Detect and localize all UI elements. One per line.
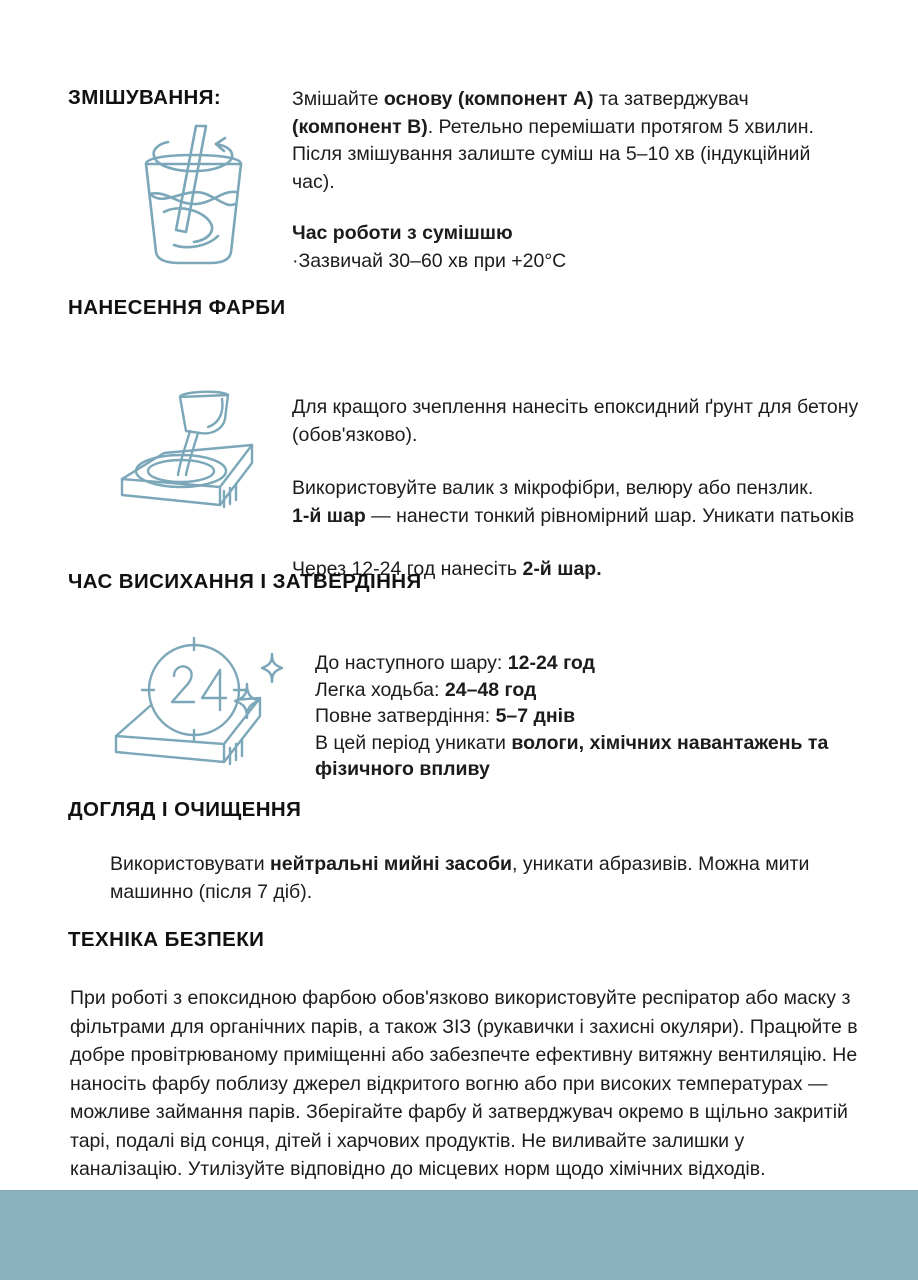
drying-line-next-coat bbox=[315, 650, 860, 677]
drying-line2-value: 24–48 год bbox=[444, 678, 537, 701]
safety-paragraph: При роботі з епоксидною фарбою обов'язково використовуйте респіратор або маску з фільтрами для органічних парів, а також ЗІЗ (рукавички і захисні окуляри). Працюйте в добре провітрюваному приміщенні або забезпечте ефективну витяжну вентиляцію. Не наносіть фарбу поблизу джерел відкритого вогню або при високих температурах — можливе займання парів. Зберігайте фарбу й затверджувач окремо в щільно закритій тарі, подалі від сонця, дітей і харчових продуктів. Не виливайте залишки у каналізацію. Утилізуйте відповідно до місцевих норм щодо хімічних відходів. bbox=[70, 987, 858, 1180]
mixing-body-text bbox=[292, 86, 852, 275]
drying-body-text bbox=[315, 650, 860, 783]
application-p2-bold1: 1-й шар bbox=[292, 504, 366, 527]
clock-24-sparkle-slab-icon bbox=[102, 632, 297, 777]
drying-line3-value: 5–7 днів bbox=[495, 705, 576, 727]
mixing-p1-bold2: (компонент B) bbox=[292, 115, 428, 138]
drying-line1-label: До наступного шару: bbox=[315, 652, 508, 674]
section-heading-safety: ТЕХНІКА БЕЗПЕКИ bbox=[68, 928, 265, 951]
drying-line4-value: вологи, хімічних навантажень та фізичного впливу bbox=[315, 731, 829, 780]
mixing-paragraph-1 bbox=[292, 86, 852, 196]
drying-line-avoid bbox=[315, 730, 860, 783]
mixing-bullet: ·Зазвичай 30–60 хв при +20°C bbox=[292, 249, 567, 272]
application-p2-line1: Використовуйте валик з мікрофібри, велюру або пензлик. bbox=[292, 477, 814, 499]
mixing-pot-life bbox=[292, 220, 852, 275]
mixing-subheading: Час роботи з сумішшю bbox=[292, 222, 513, 244]
care-part2: , уникати абразивів. Можна мити машинно (після 7 діб). bbox=[110, 853, 810, 903]
drying-line1-value: 12-24 год bbox=[507, 652, 595, 674]
drying-line2-label: Легка ходьба: bbox=[315, 678, 445, 701]
drying-line3-label: Повне затвердіння: bbox=[315, 705, 496, 727]
application-p3-part1: Через 12-24 год нанесіть bbox=[292, 558, 523, 580]
section-heading-care: ДОГЛЯД І ОЧИЩЕННЯ bbox=[68, 798, 302, 821]
glass-with-stirrer-icon bbox=[128, 112, 278, 267]
application-p3-bold1: 2-й шар. bbox=[522, 558, 602, 580]
drying-line4-label: В цей період уникати bbox=[315, 731, 512, 754]
mixing-p1-part2: та затверджувач bbox=[593, 88, 749, 110]
drying-line-full-cure bbox=[315, 703, 860, 730]
application-body-text bbox=[292, 394, 862, 584]
care-bold1: нейтральні мийні засоби bbox=[270, 853, 513, 875]
mixing-p1-bold1: основу (компонент A) bbox=[383, 88, 594, 110]
footer-accent-bar bbox=[0, 1190, 918, 1280]
pouring-cup-on-slab-icon bbox=[112, 383, 272, 523]
drying-line-light-walking bbox=[315, 677, 860, 704]
application-p2-line2: — нанести тонкий рівномірний шар. Уникати патьоків bbox=[365, 504, 855, 527]
section-heading-drying: ЧАС ВИСИХАННЯ І ЗАТВЕРДІННЯ bbox=[68, 570, 422, 593]
application-paragraph-2 bbox=[292, 475, 862, 530]
section-heading-application: НАНЕСЕННЯ ФАРБИ bbox=[68, 296, 286, 319]
care-part1: Використовувати bbox=[110, 853, 271, 875]
mixing-p1-part1: Змішайте bbox=[292, 88, 384, 110]
application-paragraph-1: Для кращого зчеплення нанесіть епоксидний ґрунт для бетону (обов'язково). bbox=[292, 396, 859, 446]
section-heading-mixing: ЗМІШУВАННЯ: bbox=[68, 86, 222, 109]
mixing-p1-part3: . Ретельно перемішати протягом 5 хвилин. Після змішування залиште суміш на 5–10 хв (індукційний час). bbox=[292, 115, 814, 193]
care-body-text bbox=[110, 851, 810, 906]
